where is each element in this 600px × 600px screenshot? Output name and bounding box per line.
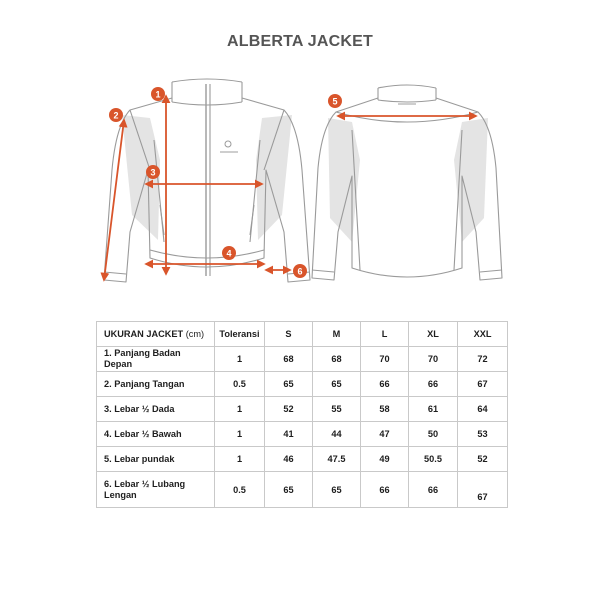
- marker-badge-4: [222, 246, 236, 260]
- svg-text:2: 2: [113, 110, 119, 121]
- table-cell: 61: [409, 397, 458, 422]
- table-cell: 46: [265, 447, 313, 472]
- table-row: [97, 422, 508, 447]
- table-cell: 70: [409, 347, 458, 372]
- table-cell: 50: [409, 422, 458, 447]
- table-header-measure: UKURAN JACKET (cm): [97, 322, 215, 347]
- table-cell: 52: [265, 397, 313, 422]
- table-cell: 66: [409, 372, 458, 397]
- table-cell: 65: [313, 372, 361, 397]
- table-row: [97, 397, 508, 422]
- table-cell: 53: [458, 422, 508, 447]
- svg-text:6: 6: [297, 266, 303, 277]
- column-header: L: [361, 322, 409, 347]
- table-cell: 0.5: [215, 372, 265, 397]
- table-cell: 1: [215, 347, 265, 372]
- table-row: [97, 447, 508, 472]
- table-cell: 0.5: [215, 472, 265, 508]
- table-cell: 52: [458, 447, 508, 472]
- table-cell: 67: [458, 372, 508, 397]
- jacket-front-view: [104, 79, 310, 282]
- brand-logo: [220, 141, 238, 152]
- table-cell: 66: [361, 372, 409, 397]
- table-cell: 67: [458, 472, 508, 508]
- table-cell: 65: [265, 372, 313, 397]
- table-cell: 64: [458, 397, 508, 422]
- marker-badge-3: [146, 165, 160, 179]
- svg-text:1: 1: [155, 89, 161, 100]
- table-cell: 66: [361, 472, 409, 508]
- row-label: 3. Lebar ½ Dada: [97, 397, 215, 422]
- table-cell: 1: [215, 447, 265, 472]
- row-label: 4. Lebar ½ Bawah: [97, 422, 215, 447]
- table-cell: 44: [313, 422, 361, 447]
- table-cell: 41: [265, 422, 313, 447]
- table-cell: 47: [361, 422, 409, 447]
- table-row: [97, 472, 508, 508]
- table-row: [97, 347, 508, 372]
- table-cell: 47.5: [313, 447, 361, 472]
- table-cell: 49: [361, 447, 409, 472]
- size-chart-table: [96, 321, 508, 508]
- row-label: 5. Lebar pundak: [97, 447, 215, 472]
- column-header: XXL: [458, 322, 508, 347]
- table-cell: 68: [265, 347, 313, 372]
- table-cell: 1: [215, 397, 265, 422]
- svg-text:5: 5: [332, 96, 338, 107]
- row-label: 6. Lebar ½ Lubang Lengan: [97, 472, 215, 508]
- svg-text:4: 4: [226, 248, 232, 259]
- row-label: 1. Panjang Badan Depan: [97, 347, 215, 372]
- table-cell: 72: [458, 347, 508, 372]
- line-2-sleeve-length: [104, 120, 124, 280]
- column-header: S: [265, 322, 313, 347]
- jacket-back-view: [312, 85, 502, 280]
- table-row: [97, 372, 508, 397]
- table-cell: 50.5: [409, 447, 458, 472]
- table-cell: 1: [215, 422, 265, 447]
- column-header: Toleransi: [215, 322, 265, 347]
- table-cell: 65: [313, 472, 361, 508]
- marker-badge-6: [293, 264, 307, 278]
- table-cell: 70: [361, 347, 409, 372]
- table-cell: 68: [313, 347, 361, 372]
- page-title: ALBERTA JACKET: [227, 33, 373, 50]
- marker-badge-1: [151, 87, 165, 101]
- svg-text:3: 3: [150, 167, 156, 178]
- table-cell: 66: [409, 472, 458, 508]
- row-label: 2. Panjang Tangan: [97, 372, 215, 397]
- table-cell: 65: [265, 472, 313, 508]
- table-cell: 58: [361, 397, 409, 422]
- marker-badge-2: [109, 108, 123, 122]
- column-header: XL: [409, 322, 458, 347]
- marker-badge-5: [328, 94, 342, 108]
- table-header-row: [97, 322, 508, 347]
- column-header: M: [313, 322, 361, 347]
- table-cell: 55: [313, 397, 361, 422]
